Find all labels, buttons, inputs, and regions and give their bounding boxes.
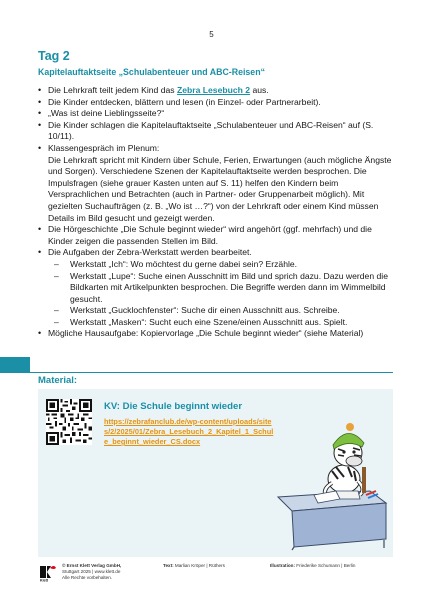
list-item (38, 247, 392, 328)
list-item-title: • Klassengespräch im Plenum: (48, 142, 160, 153)
text-credit-value: Marlian Kröper | Rüthers (173, 563, 225, 568)
publisher-address: Stuttgart 2025 | www.klett.de (62, 569, 121, 574)
list-item: • „Was ist deine Lieblingsseite?“ (38, 108, 392, 120)
material-divider (0, 357, 423, 373)
material-card (38, 389, 393, 557)
illustration-credit-label: Illustration: (270, 563, 296, 568)
sub-list-item: – Werkstatt „Ich“: Wo möchtest du gerne dabei sein? Erzähle. (48, 259, 392, 271)
sub-list-item: – Werkstatt „Gucklochfenster“: Suche dir einen Ausschnitt aus. Schreibe. (48, 305, 392, 317)
publisher-info (62, 563, 142, 581)
publisher-name: © Ernst Klett Verlag GmbH, (62, 563, 122, 568)
kv-title: KV: Die Schule beginnt wieder (104, 401, 243, 412)
section-subheading: Kapitelauftaktseite „Schulabenteuer und ABC-Reisen“ (38, 67, 265, 77)
list-item-text: aus. (250, 85, 269, 95)
list-item: • Die Kinder schlagen die Kapitelauftaktseite „Schulabenteuer und ABC-Reisen“ auf (S. 10/11). (38, 120, 392, 143)
list-item: • Die Hörgeschichte „Die Schule beginnt wieder“ wird angehört (ggf. mehrfach) und die Kinder zeigen die passenden Stellen im Bild. (38, 224, 392, 247)
lesson-steps-list (38, 85, 392, 340)
sub-list-item: – Werkstatt „Lupe“: Suche einen Ausschnitt im Bild und sprich dazu. Dazu werden die Bildkarten mit Artikelpunkten besprochen. Die Begriffe werden dann im Wimmelbild gesucht. (48, 271, 392, 306)
rights-notice: Alle Rechte vorbehalten. (62, 575, 113, 580)
list-item: • Die Kinder entdecken, blättern und lesen (in Einzel- oder Partnerarbeit). (38, 97, 392, 109)
workshop-sublist (48, 259, 392, 329)
page-footer (0, 560, 423, 600)
material-accent-block (0, 357, 30, 373)
list-item: • Mögliche Hausaufgabe: Kopiervorlage „Die Schule beginnt wieder“ (siehe Material) (38, 328, 392, 340)
list-item-text: • Die Aufgaben der Zebra-Werkstatt werden bearbeitet. (48, 247, 252, 258)
page-title: Tag 2 (38, 49, 70, 63)
list-item (38, 85, 392, 97)
lesebuch-link[interactable]: Zebra Lesebuch 2 (176, 85, 251, 95)
text-credit-label: Text: (163, 563, 174, 568)
kv-download-link[interactable]: https://zebrafanclub.de/wp-content/uploads/sites/2/2025/01/Zebra_Lesebuch_2_Kapitel_1_Schule_beginnt_wieder_CS.docx (104, 417, 274, 446)
text-credit (163, 563, 225, 568)
list-item-text: Die Lehrkraft spricht mit Kindern über Schule, Ferien, Erwartungen (auch mögliche Ängste und Sorgen). Verschiedene Szenen der Kapitelauftaktseite werden besprochen. Die Impulsfragen (siehe grauer Kasten unten auf S. 11) helfen den Kindern beim Versprachlichen und Betrachten (auch in Partner- oder Gruppenarbeit möglich). Mit gezielten Suchaufträgen (z. B. „Wo ist …?“) von der Lehrkraft oder einem Kind müssen Details im Bild gesucht und gezeigt werden. (48, 154, 392, 223)
material-heading: Material: (38, 375, 78, 386)
list-item (38, 143, 392, 224)
material-rule (30, 372, 393, 373)
lesson-content (38, 85, 392, 340)
illustration-credit-value: Friederike Schumann | Berlin (295, 563, 356, 568)
sub-list-item: – Werkstatt „Masken“: Sucht euch eine Szene/einen Ausschnitt aus. Spielt. (48, 317, 392, 329)
klett-logo-icon (38, 562, 58, 582)
illustration-credit (270, 563, 355, 568)
qr-code-icon[interactable] (46, 399, 92, 445)
logo-text: Klett (40, 578, 48, 582)
page-number: 5 (209, 30, 214, 39)
zebra-at-desk-illustration (270, 419, 388, 551)
list-item-text: Die Lehrkraft teilt jedem Kind das (48, 85, 177, 95)
